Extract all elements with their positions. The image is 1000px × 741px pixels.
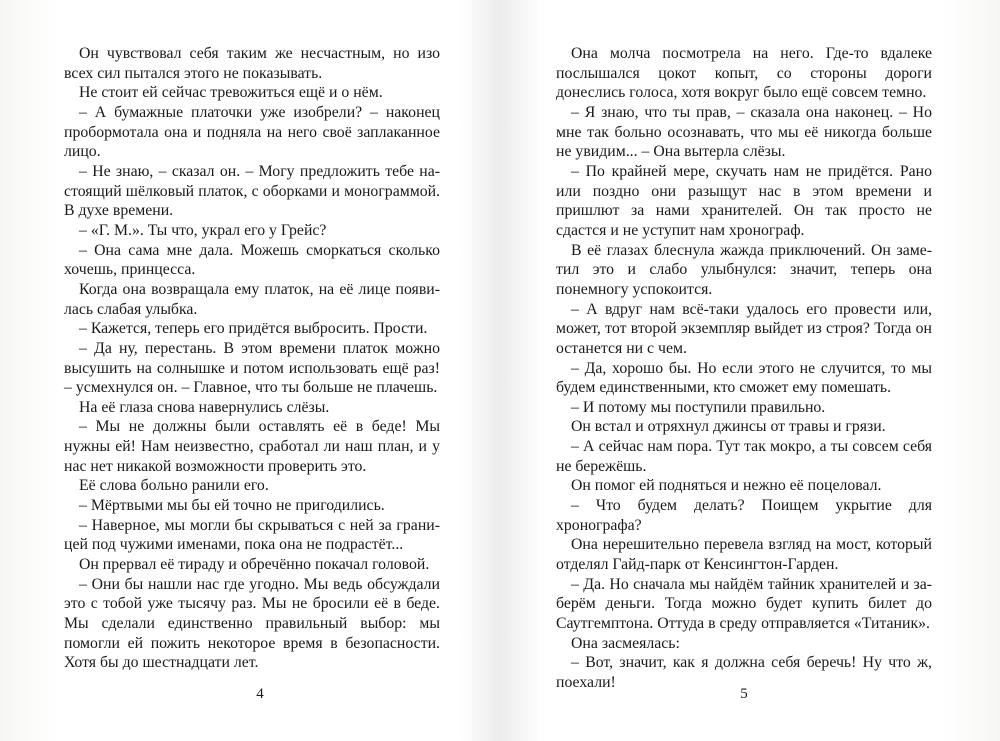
right-page-number: 5 <box>740 686 748 702</box>
paragraph: – Мы не должны были оставлять её в беде! Мы нужны ей! Нам неизвестно, сработал ли наш план, и у нас нет никакой возможности проверить это. <box>64 418 440 475</box>
paragraph: – Да, хорошо бы. Но если этого не случится, то мы будем единственными, кто сможет ему помешать. <box>556 359 932 397</box>
paragraph: – По крайней мере, скучать нам не придётся. Рано или поздно они разыщут нас в этом времени и пришлют за нами хранителей. Он так просто не сдастся и не уступит нам хронограф. <box>556 162 932 239</box>
paragraph: – Не знаю, – сказал он. – Могу предложить тебе настоящий шёлковый платок, с оборками и монограммой. В духе времени. <box>64 162 440 220</box>
paragraph: – А вдруг нам всё-таки удалось его провести или, может, тот второй экземпляр выйдет из строя? Тогда он останется ни с чем. <box>556 300 932 357</box>
paragraph: – Я знаю, что ты прав, – сказала она наконец. – Но мне так больно осознавать, что мы её никогда больше не увидим... – Она вытерла слёзы. <box>556 103 932 161</box>
paragraph: Она молча посмотрела на него. Где-то вдалеке послышался цокот копыт, со стороны дороги донеслись голоса, хотя вокруг было ещё совсем темно. <box>556 45 932 102</box>
paragraph: – Они бы нашли нас где угодно. Мы ведь обсуждали это с тобой уже тысячу раз. Мы не бросили её в беде. Мы сделали единственно правильный выбор: мы помогли ей пожить некоторое время в безопасности. Хотя бы до шестнадцати лет. <box>64 575 440 672</box>
paragraph: – Мёртвыми мы бы ей точно не пригодились. <box>79 497 385 515</box>
paragraph: Он чувствовал себя таким же несчастным, но изо всех сил пытался этого не показывать. <box>64 45 440 82</box>
paragraph: Он прервал её тираду и обречённо покачал головой. <box>79 556 430 574</box>
paragraph: – Кажется, теперь его придётся выбросить. Прости. <box>79 320 428 338</box>
paragraph: – А бумажные платочки уже изобрели? – наконец пробормотала она и подняла на него своё заплаканное лицо. <box>64 103 440 161</box>
paragraph: – Наверное, мы могли бы скрываться с ней за границей под чужими именами, пока она не подрастёт... <box>64 516 440 554</box>
paragraph: – «Г. М.». Ты что, украл его у Грейс? <box>79 221 327 239</box>
right-page-text <box>556 44 932 693</box>
left-page <box>64 44 440 684</box>
paragraph: – Да ну, перестань. В этом времени платок можно высушить на солнышке и потом использовать ещё раз! – усмехнулся он. – Главное, что ты больше не плачешь. <box>64 339 440 397</box>
paragraph: – И потому мы поступили правильно. <box>571 398 826 416</box>
left-page-text <box>64 44 440 673</box>
paragraph: – А сейчас нам пора. Тут так мокро, а ты совсем себя не бережёшь. <box>556 438 932 475</box>
paragraph: – Вот, значит, как я должна себя беречь! Ну что ж, поехали! <box>556 654 932 691</box>
paragraph: Он встал и отряхнул джинсы от травы и грязи. <box>571 418 886 436</box>
left-page-number: 4 <box>256 686 264 702</box>
paragraph: На её глаза снова навернулись слёзы. <box>79 398 330 416</box>
paragraph: – Она сама мне дала. Можешь сморкаться сколько хочешь, принцесса. <box>64 241 440 279</box>
paragraph: В её глазах блеснула жажда приключений. Он заметил это и слабо улыбнулся: значит, теперь она понемногу успокоится. <box>556 241 932 298</box>
paragraph: Её слова больно ранили его. <box>79 477 269 495</box>
right-page <box>556 44 932 691</box>
paragraph: – Что будем делать? Поищем укрытие для хронографа? <box>556 497 932 534</box>
paragraph: – Да. Но сначала мы найдём тайник хранителей и заберём деньги. Тогда можно будет купить билет до Саутгемптона. Оттуда в среду отправляется «Титаник». <box>556 575 932 633</box>
paragraph: Она нерешительно перевела взгляд на мост, который отделял Гайд-парк от Кенсингтон-Гарден. <box>556 536 932 574</box>
paragraph: Он помог ей подняться и нежно её поцеловал. <box>571 477 882 495</box>
paragraph: Когда она возвращала ему платок, на её лице появилась слабая улыбка. <box>64 280 440 318</box>
paragraph: Она засмеялась: <box>571 634 680 652</box>
paragraph: Не стоит ей сейчас тревожиться ещё и о нём. <box>79 84 383 102</box>
